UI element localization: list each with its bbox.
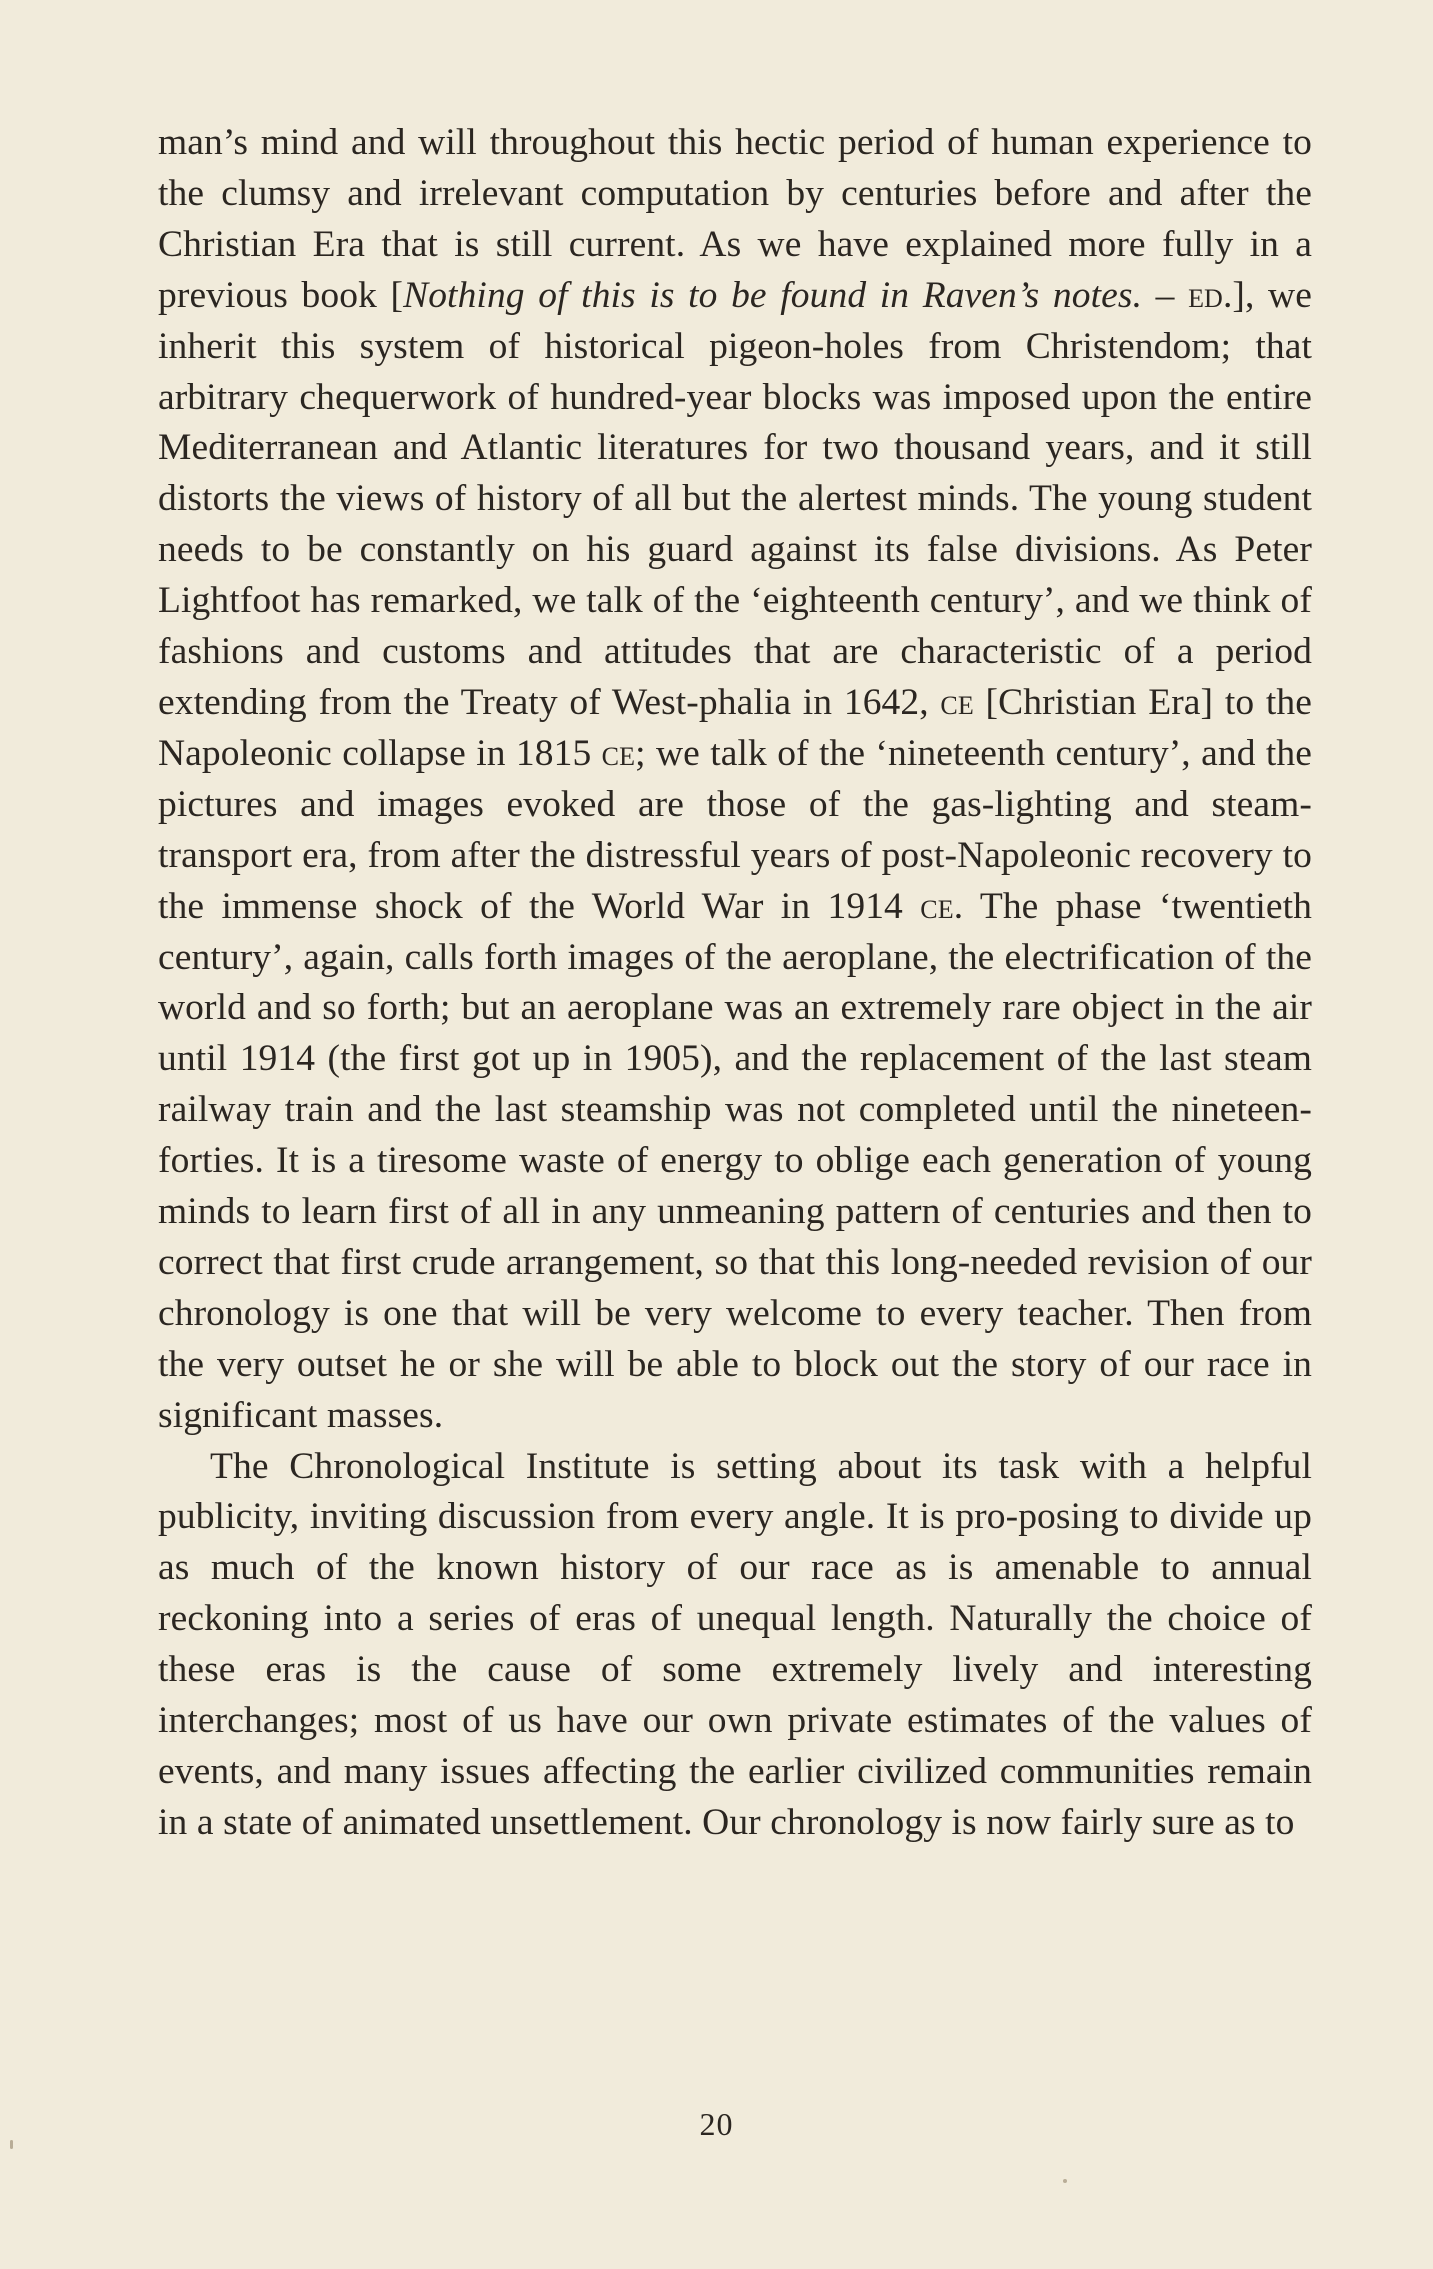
era-abbreviation: ce — [940, 681, 974, 723]
paragraph-2: The Chronological Institute is setting about its task with a helpful publicity, inviting discussion from every angle. It is pro-posing to divide up as much of the known history of our race as is amenable to annual reckoning into a series of eras of unequal length. Naturally the choice of these eras is the cause of some extremely lively and interesting interchanges; most of us have our own private estimates of the values of events, and many issues affecting the earlier civilized communities remain in a state of animated unsettlement. Our chronology is now fairly sure as to — [158, 1445, 1312, 1843]
paper-speck — [1063, 2179, 1067, 2183]
era-abbreviation: ce — [601, 732, 636, 774]
paragraph-1-segment: . The phase ‘twentieth century’, again, calls forth images of the aeroplane, the electrification of the world and so forth; but an aeroplane was an extremely rare object in the air until 1914 (the first got up in 1905), and the replacement of the last steam railway train and the last steamship was not completed until the nineteen-forties. It is a tiresome waste of energy to oblige each generation of young minds to learn first of all in any unmeaning pattern of centuries and then to correct that first crude arrangement, so that this long-needed revision of our chronology is one that will be very welcome to every teacher. Then from the very outset he or she will be able to block out the story of our race in significant masses. — [158, 885, 1312, 1436]
page-number: 20 — [699, 2106, 734, 2142]
paragraph-1-segment: man’s mind and will throughout this hectic period of human experience to the clumsy and irrelevant computation by centuries before and after the Christian Era that is still current. As we have explained more fully in a previous book [ — [158, 122, 1312, 316]
paragraph-1-segment — [1174, 275, 1188, 316]
editor-abbreviation: ed — [1188, 274, 1223, 316]
paragraph-1-segment: .], we inherit this system of historical pigeon-holes from Christendom; that arbitrary chequerwork of hundred-year blocks was imposed upon the entire Mediterranean and Atlantic literatures for two thousand years, and it still distorts the views of history of all but the alertest minds. The young student needs to be constantly on his guard against its false divisions. As Peter Lightfoot has remarked, we talk of the ‘eighteenth century’, and we think of fashions and customs and attitudes that are characteristic of a period extending from the Treaty of West-phalia in 1642, — [158, 274, 1312, 723]
body-text — [158, 118, 1312, 1849]
paper-speck — [10, 2140, 13, 2149]
paragraph-1-segment: ; we talk of the ‘nineteenth century’, and the pictures and images evoked are those of the gas-lighting and steam-transport era, from after the distressful years of post-Napoleonic recovery to the immense shock of the World War in 1914 — [158, 732, 1312, 927]
editorial-note-italic: Nothing of this is to be found in Raven’s notes. – — [403, 274, 1175, 316]
era-abbreviation: ce — [920, 885, 954, 927]
paragraph-1 — [158, 118, 1312, 1442]
paragraph-1-segment: [Christian Era] to the Napoleonic collapse in 1815 — [158, 681, 1312, 774]
